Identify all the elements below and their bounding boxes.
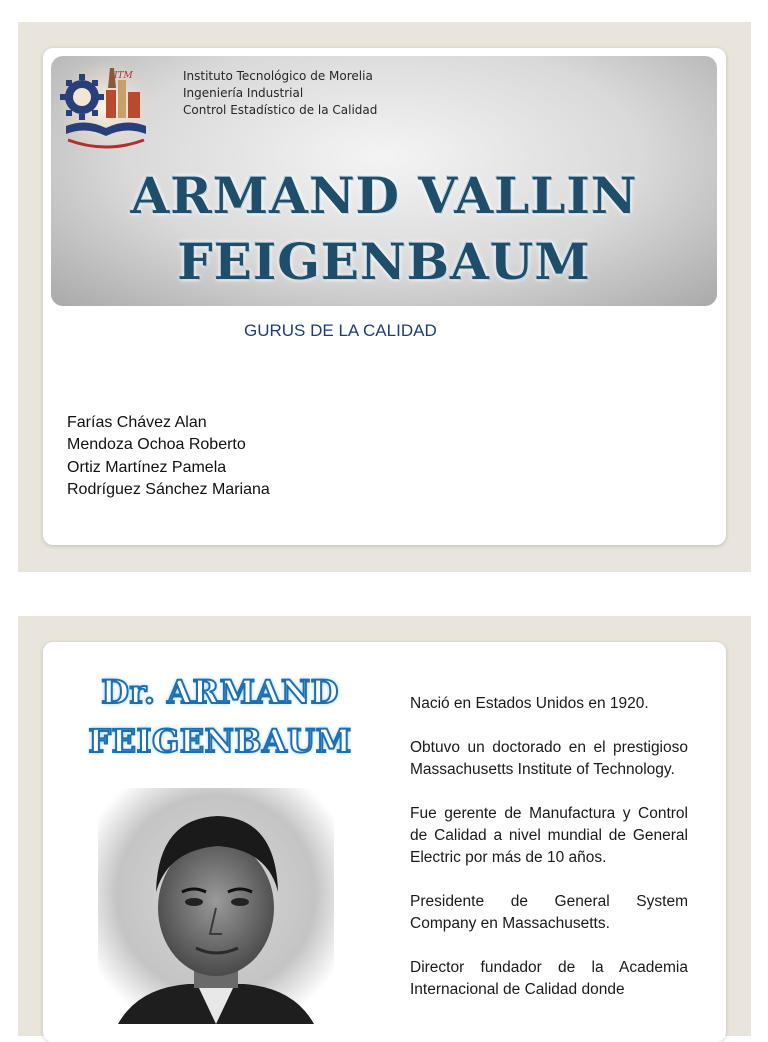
author-name: Farías Chávez Alan xyxy=(67,414,207,431)
author-name: Mendoza Ochoa Roberto xyxy=(67,436,246,454)
institution-logo xyxy=(60,62,152,152)
svg-text:ITM: ITM xyxy=(114,71,133,81)
slide-2-heading-line-1: Dr. ARMAND xyxy=(101,673,339,711)
institution-name: Instituto Tecnológico de Morelia xyxy=(183,69,373,83)
subtitle: GURUS DE LA CALIDAD xyxy=(244,321,437,340)
bio-paragraph: Obtuvo un doctorado en el prestigioso Massachusetts Institute of Technology. xyxy=(410,739,688,778)
main-title-line-1: ARMAND VALLIN xyxy=(130,166,638,225)
author-name: Rodríguez Sánchez Mariana xyxy=(67,480,270,498)
bio-paragraph: Director fundador de la Academia Internacional de Calidad donde xyxy=(410,959,688,998)
course-name: Control Estadístico de la Calidad xyxy=(183,103,378,117)
bio-paragraph: Presidente de General System Company en Massachusetts. xyxy=(410,893,688,932)
main-title-line-2: FEIGENBAUM xyxy=(177,232,591,291)
biography-text xyxy=(410,693,688,1023)
program-name: Ingeniería Industrial xyxy=(183,86,304,100)
bio-paragraph: Nació en Estados Unidos en 1920. xyxy=(410,695,649,712)
portrait-photo xyxy=(98,788,334,1024)
author-list xyxy=(67,412,270,501)
bio-paragraph: Fue gerente de Manufactura y Control de Calidad a nivel mundial de General Electric por más de 10 años. xyxy=(410,805,688,866)
author-name: Ortiz Martínez Pamela xyxy=(67,458,227,476)
slide-2-heading-line-2: FEIGENBAUM xyxy=(88,722,352,760)
institution-info xyxy=(183,68,377,119)
